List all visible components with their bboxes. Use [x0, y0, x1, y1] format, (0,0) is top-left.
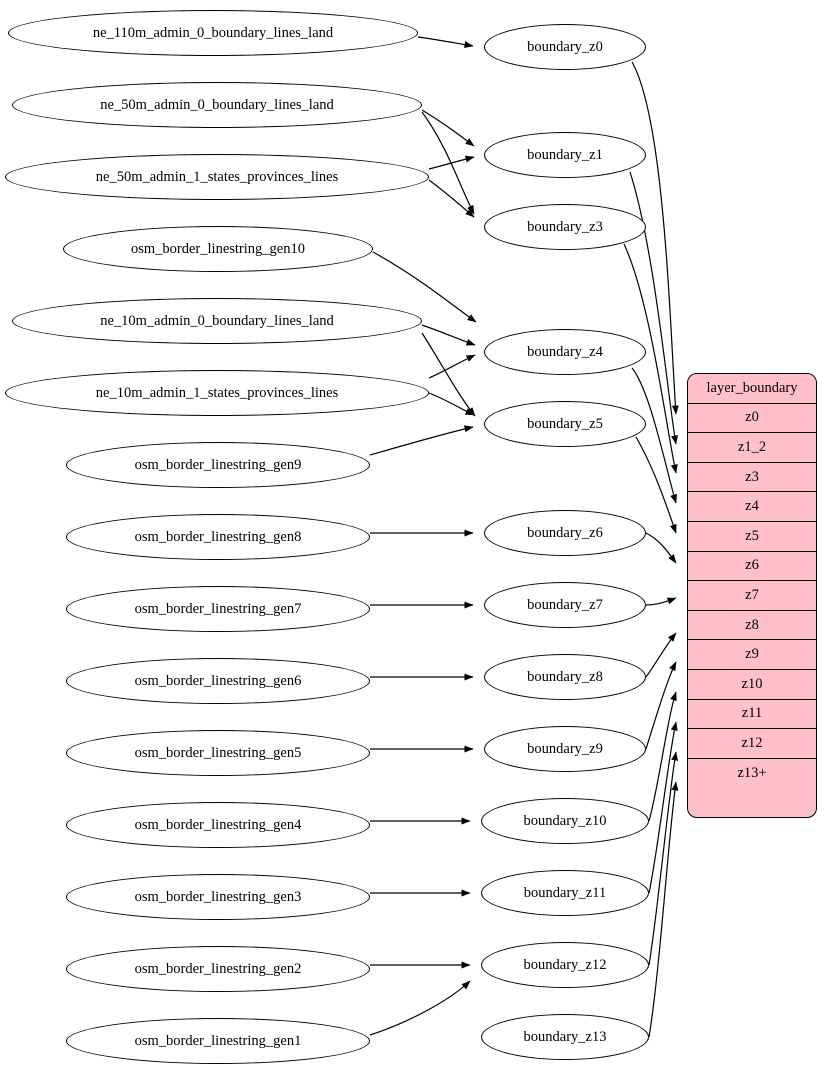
node-label: osm_border_linestring_gen6 — [134, 672, 302, 689]
node-boundary-z13[interactable] — [481, 1014, 649, 1060]
layer-boundary-row-z8[interactable]: z8 — [688, 611, 816, 641]
node-osm-border-linestring-gen10[interactable] — [63, 226, 373, 272]
node-ne-10m-admin-0-boundary-lines-land[interactable] — [12, 298, 422, 344]
node-label: osm_border_linestring_gen5 — [134, 744, 302, 761]
node-label: osm_border_linestring_gen2 — [134, 960, 302, 977]
node-osm-border-linestring-gen1[interactable] — [66, 1018, 370, 1064]
node-label: boundary_z11 — [523, 884, 607, 901]
node-label: ne_50m_admin_1_states_provinces_lines — [95, 168, 339, 185]
node-osm-border-linestring-gen4[interactable] — [66, 802, 370, 848]
node-label: ne_10m_admin_1_states_provinces_lines — [95, 384, 339, 401]
layer-boundary-row-z10[interactable]: z10 — [688, 670, 816, 700]
node-label: boundary_z0 — [527, 38, 603, 55]
node-ne-110m-admin-0-boundary-lines-land[interactable] — [8, 10, 418, 56]
node-boundary-z8[interactable] — [484, 654, 646, 700]
layer-boundary-row-z13plus[interactable]: z13+ — [688, 759, 816, 789]
node-label: boundary_z8 — [527, 668, 603, 685]
layer-boundary-row-z12[interactable]: z12 — [688, 729, 816, 759]
node-label: ne_50m_admin_0_boundary_lines_land — [100, 96, 334, 113]
node-boundary-z6[interactable] — [484, 510, 646, 556]
node-label: osm_border_linestring_gen4 — [134, 816, 302, 833]
node-boundary-z9[interactable] — [484, 726, 646, 772]
node-osm-border-linestring-gen6[interactable] — [66, 658, 370, 704]
layer-boundary-row-z9[interactable]: z9 — [688, 640, 816, 670]
node-boundary-z11[interactable] — [481, 870, 649, 916]
node-osm-border-linestring-gen2[interactable] — [66, 946, 370, 992]
node-boundary-z12[interactable] — [481, 942, 649, 988]
node-label: boundary_z4 — [527, 343, 603, 360]
node-boundary-z10[interactable] — [481, 798, 649, 844]
node-osm-border-linestring-gen8[interactable] — [66, 514, 370, 560]
node-label: ne_10m_admin_0_boundary_lines_land — [100, 312, 334, 329]
node-boundary-z3[interactable] — [484, 204, 646, 250]
layer-boundary-header: layer_boundary — [688, 374, 816, 404]
layer-boundary-row-z4[interactable]: z4 — [688, 492, 816, 522]
node-label: osm_border_linestring_gen3 — [134, 888, 302, 905]
node-label: boundary_z10 — [523, 812, 607, 829]
layer-boundary-row-z0[interactable]: z0 — [688, 404, 816, 434]
node-label: boundary_z3 — [527, 218, 603, 235]
node-ne-10m-admin-1-states-provinces-lines[interactable] — [5, 370, 429, 416]
node-label: osm_border_linestring_gen7 — [134, 600, 302, 617]
node-osm-border-linestring-gen7[interactable] — [66, 586, 370, 632]
node-label: boundary_z5 — [527, 415, 603, 432]
node-label: osm_border_linestring_gen9 — [134, 456, 302, 473]
node-boundary-z0[interactable] — [484, 24, 646, 70]
node-label: osm_border_linestring_gen1 — [134, 1032, 302, 1049]
node-osm-border-linestring-gen3[interactable] — [66, 874, 370, 920]
node-label: boundary_z13 — [523, 1028, 607, 1045]
node-boundary-z4[interactable] — [484, 329, 646, 375]
node-label: osm_border_linestring_gen8 — [134, 528, 302, 545]
node-boundary-z1[interactable] — [484, 132, 646, 178]
layer-boundary-row-z7[interactable]: z7 — [688, 581, 816, 611]
node-label: boundary_z1 — [527, 146, 603, 163]
layer-boundary-row-z1_2[interactable]: z1_2 — [688, 433, 816, 463]
layer-boundary-row-z11[interactable]: z11 — [688, 700, 816, 730]
node-ne-50m-admin-0-boundary-lines-land[interactable] — [12, 82, 422, 128]
layer-boundary-row-z3[interactable]: z3 — [688, 463, 816, 493]
node-ne-50m-admin-1-states-provinces-lines[interactable] — [5, 154, 429, 200]
node-osm-border-linestring-gen9[interactable] — [66, 442, 370, 488]
layer-boundary-row-z5[interactable]: z5 — [688, 522, 816, 552]
node-boundary-z7[interactable] — [484, 582, 646, 628]
node-boundary-z5[interactable] — [484, 401, 646, 447]
node-label: ne_110m_admin_0_boundary_lines_land — [92, 24, 334, 41]
node-osm-border-linestring-gen5[interactable] — [66, 730, 370, 776]
node-label: boundary_z6 — [527, 524, 603, 541]
node-label: boundary_z7 — [527, 596, 603, 613]
node-label: osm_border_linestring_gen10 — [131, 240, 305, 257]
node-label: boundary_z12 — [523, 956, 607, 973]
node-layer-boundary[interactable] — [687, 373, 817, 818]
node-label: boundary_z9 — [527, 740, 603, 757]
layer-boundary-row-z6[interactable]: z6 — [688, 552, 816, 582]
